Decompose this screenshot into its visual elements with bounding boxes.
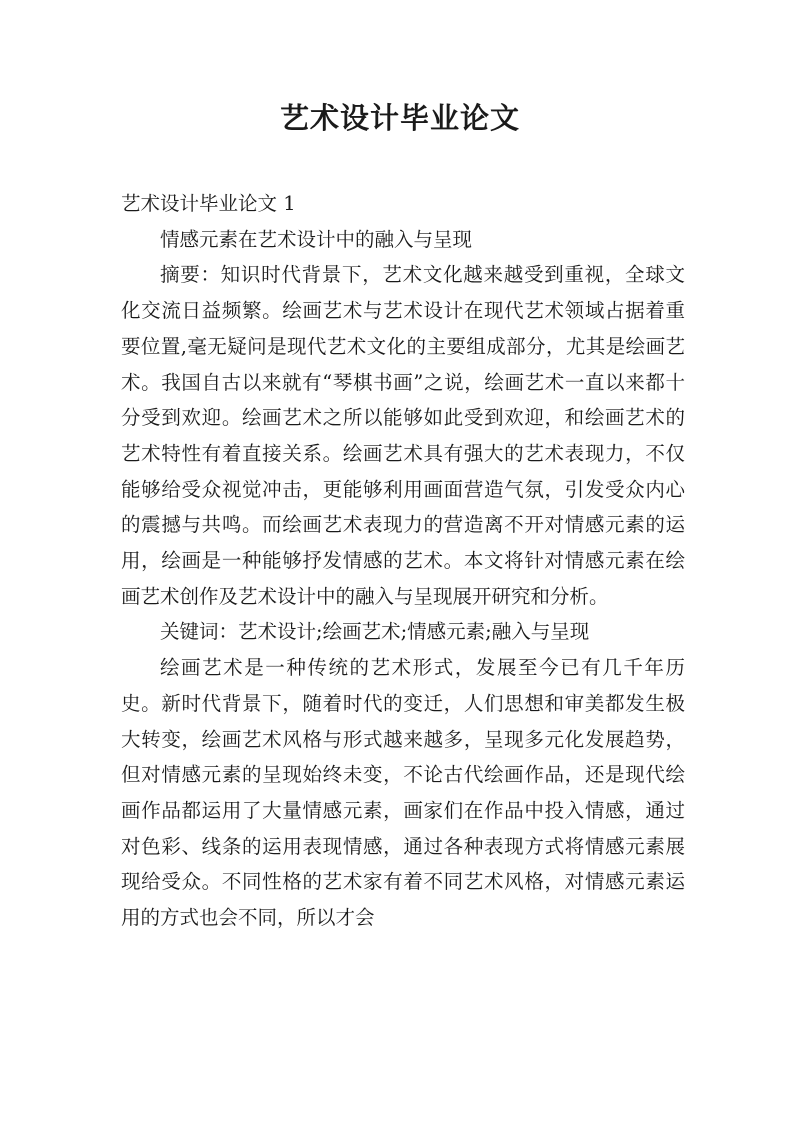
document-title: 艺术设计毕业论文 (279, 101, 520, 135)
abstract-paragraph: 摘要：知识时代背景下，艺术文化越来越受到重视，全球文化交流日益频繁。绘画艺术与艺术设计在现代艺术领域占据着重要位置,毫无疑问是现代艺术文化的主要组成部分，尤其是绘画艺术。我国自古以来就有“琴棋书画”之说，绘画艺术一直以来都十分受到欢迎。绘画艺术之所以能够如此受到欢迎，和绘画艺术的艺术特性有着直接关系。绘画艺术具有强大的艺术表现力，不仅能够给受众视觉冲击，更能够利用画面营造气氛，引发受众内心的震撼与共鸣。而绘画艺术表现力的营造离不开对情感元素的运用，绘画是一种能够抒发情感的艺术。本文将针对情感元素在绘画艺术创作及艺术设计中的融入与呈现展开研究和分析。 (121, 263, 685, 608)
article-title: 情感元素在艺术设计中的融入与呈现 (160, 227, 473, 251)
body-paragraph: 绘画艺术是一种传统的艺术形式，发展至今已有几千年历史。新时代背景下，随着时代的变迁，人们思想和审美都发生极大转变，绘画艺术风格与形式越来越多，呈现多元化发展趋势，但对情感元素的呈现始终未变，不论古代绘画作品，还是现代绘画作品都运用了大量情感元素，画家们在作品中投入情感，通过对色彩、线条的运用表现情感，通过各种表现方式将情感元素展现给受众。不同性格的艺术家有着不同艺术风格，对情感元素运用的方式也会不同，所以才会 (121, 656, 685, 930)
document-body (121, 186, 685, 936)
section-heading: 艺术设计毕业论文 1 (121, 192, 296, 215)
keywords-paragraph: 关键词：艺术设计;绘画艺术;情感元素;融入与呈现 (160, 620, 590, 644)
